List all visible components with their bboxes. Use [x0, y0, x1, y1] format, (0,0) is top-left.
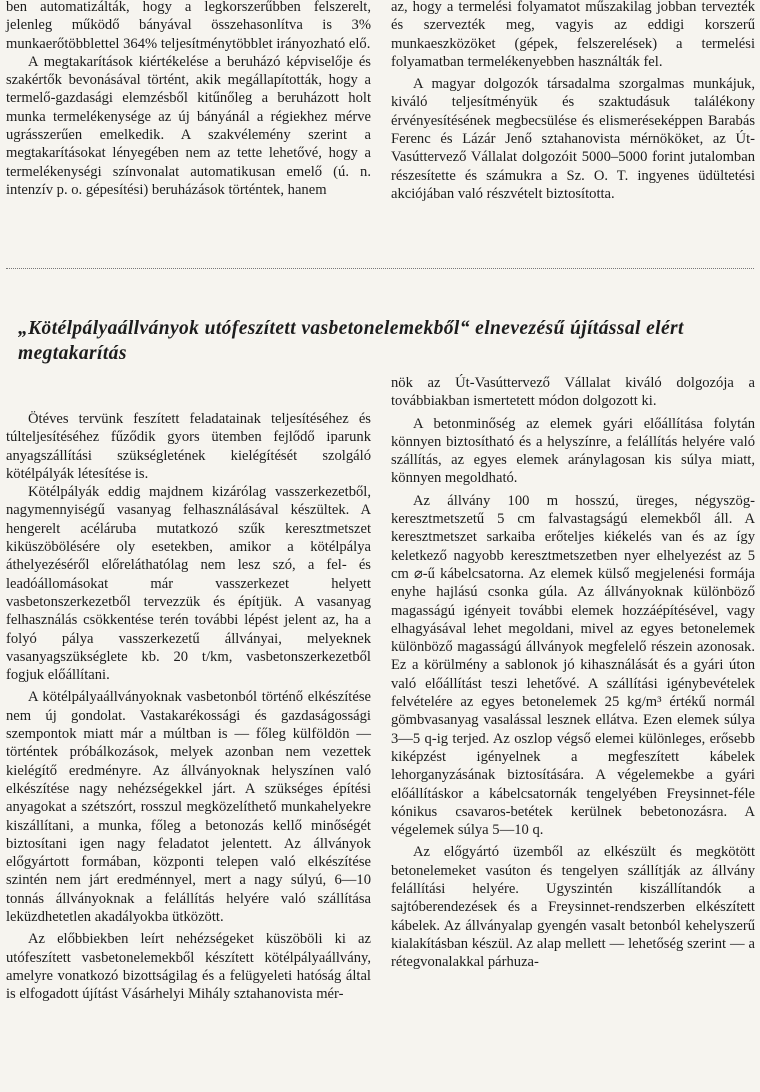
paragraph: Kötélpályák eddig majdnem kizárólag vasszerkezetből, nagymennyiségű vasanyag felhasználásával készültek. A hengerelt acéláruba mutatkozó szűk keresztmetszet kiküszöbölésére oly esetekben, amikor a kötélpálya áthelyezéséről előreláthatólag nem lesz szó, a fel- és leadóállomásokat már vasszerkezet helyett vasbetonszerkezetből tervezzük és építjük. A vasanyag felhasználás csökkentése terén további lépést jelent az, ha a folyó pálya vasszerkezetű állványai, melyeknek vasanyagszükséglete kb. 20 t/km, vasbetonszerkezetből fogjuk előállítani. — [6, 484, 371, 684]
paragraph: A betonminőség az elemek gyári előállítása folytán könnyen biztosítható és a helyszínre, a felállítás helyére való szállítás, az egyes elemek aránylagosan kis súlya miatt, könnyen megoldható. — [391, 415, 755, 487]
bottom-left-column — [6, 410, 371, 1004]
paragraph: A magyar dolgozók társadalma szorgalmas munkájuk, kiváló teljesítményük és szaktudásuk találékony érvényesítésének megbecsülése és elismeréseképpen Barabás Ferenc és Lázár Jenő sztahanovista mérnököket, az Út-Vasúttervező Vállalat dolgozóit 5000–5000 forint jutalomban részesítette és számukra a Sz. O. T. ingyenes üdültetési akciójában való részvételt biztosította. — [391, 76, 755, 202]
section-divider — [6, 268, 754, 269]
paragraph: Ötéves tervünk feszített feladatainak teljesítéséhez és túlteljesítéséhez fűződik gyors ütemben fejlődő iparunk anyagszállítási szükségletének kielégítését szolgáló kötélpályák létesítése is. — [6, 411, 371, 482]
article-title: „Kötélpályaállványok utófeszített vasbetonelemekből“ elnevezésű újítással elért megtakarítás — [18, 318, 684, 364]
paragraph: A kötélpályaállványoknak vasbetonból történő elkészítése nem új gondolat. Vastakarékossági és gazdaságossági szempontok miatt már a múltban is — főleg külföldön — történtek próbálkozások, melyek azonban nem vezettek kielégítő eredményre. Az állványoknak helyszínen való elkészítése nagy nehézségekkel járt. A szükséges építési anyagokat a szétszórt, rosszul megközelíthető munkahelyekre kiszállítani, a munka, főleg a betonozás kellő minőségét biztosítani igen nagy feladatot jelentett. Az állványok előgyártott formában, központi telepen való elkészítése szintén nem járt eredménnyel, mert a nagy súlyú, 6—10 tonnás állványoknak a felállítás helyére való szállítása leküzdhetetlen akadályokba ütközött. — [6, 689, 371, 926]
paragraph: Az előbbiekben leírt nehézségeket küszöböli ki az utófeszített vasbetonelemekből készített kötélpályaállvány, amelyre vonatkozó bizottságilag és a felügyeleti hatóság által is elfogadott újítást Vásárhelyi Mihály sztahanovista mér- — [6, 931, 371, 1003]
paragraph: nök az Út-Vasúttervező Vállalat kiváló dolgozója a továbbiakban ismertetett módon dolgozott ki. — [391, 375, 755, 410]
paragraph: Az előgyártó üzemből az elkészült és megkötött betonelemeket vasúton és tengelyen szállítják az állvány felállítási helyére. Ugyszintén kiszállítandók a sajtóberendezések és a Freysinnet-rendszerben elkészített kábelek. Az állványalap gyengén vasalt betonból kehelyszerű kialakításban készül. Az alap mellett — lehetőség szerint — a rétegvonalakkal párhuza- — [391, 844, 755, 971]
paragraph: Az állvány 100 m hosszú, üreges, négyszög-keresztmetszetű 5 cm falvastagságú elemekből áll. A keresztmetszet sarkaiba erőteljes kiékelés van és az így keletkező nagyobb keresztmetszetben nyer elhelyezést az 5 cm ⌀-ű kábelcsatorna. Az elemek külső megjelenési formája enyhe hajlású csonka gúla. Az állványoknak különböző magasságú igényeit további elemek hozzáépítésével, vagy elhagyásával lehet megoldani, mivel az egyes betonelemek különböző magasságú állványok megfelelő részein azonosak. Ez a körülmény a sablonok jó kihasználását és a gyári úton való előállítást teszi lehetővé. A szállítási igénybevételek felvételére az egyes betonelemek 25 kg/m³ értékű normál gömbvasanyag vasalással lesznek ellátva. Ezen elemek súlya 3—5 q-ig terjed. Az oszlop végső elemei különleges, erősebb kiképzést igényelnek a megfeszített kábelek lehorganyzásának biztosítására. A végelemekbe a gyári előállításkor a kábelcsatornák tengelyében Freysinnet-féle kónikus csavaros-betétek kerülnek bebetonozásra. A végelemek súlya 5—10 q. — [391, 492, 755, 839]
top-left-column — [6, 0, 371, 199]
paragraph: az, hogy a termelési folyamatot műszakilag jobban tervezték és szervezték meg, vagyis az eddigi korszerű munkaeszközöket (gépek, felszerelések) a termelési folyamatban termelékenyebben használták fel. — [391, 0, 755, 70]
top-right-column — [391, 0, 755, 203]
bottom-right-column — [391, 374, 755, 972]
paragraph: A megtakarítások kiértékelése a beruházó képviselője és szakértők bevonásával történt, akik megállapították, hogy a termelő-gazdasági elemzésből kitűnőleg a beruházott holt munka termelékenysége az új bányánál a régiekhez mérve ugrásszerűen emelkedik. A szakvélemény szerint a megtakarításokat lényegében nem az tette lehetővé, hogy a termelékenységi színvonalat automatikusan emelő (ú. n. intenzív p. o. gépesítési) beruházások történtek, hanem — [6, 53, 371, 198]
paragraph: ben automatizálták, hogy a legkorszerűbben felszerelt, jelenleg működő bányával összehasonlítva is 3% munkaerőtöbblettel 364% teljesítménytöbblet irányozható elő. — [6, 0, 371, 52]
